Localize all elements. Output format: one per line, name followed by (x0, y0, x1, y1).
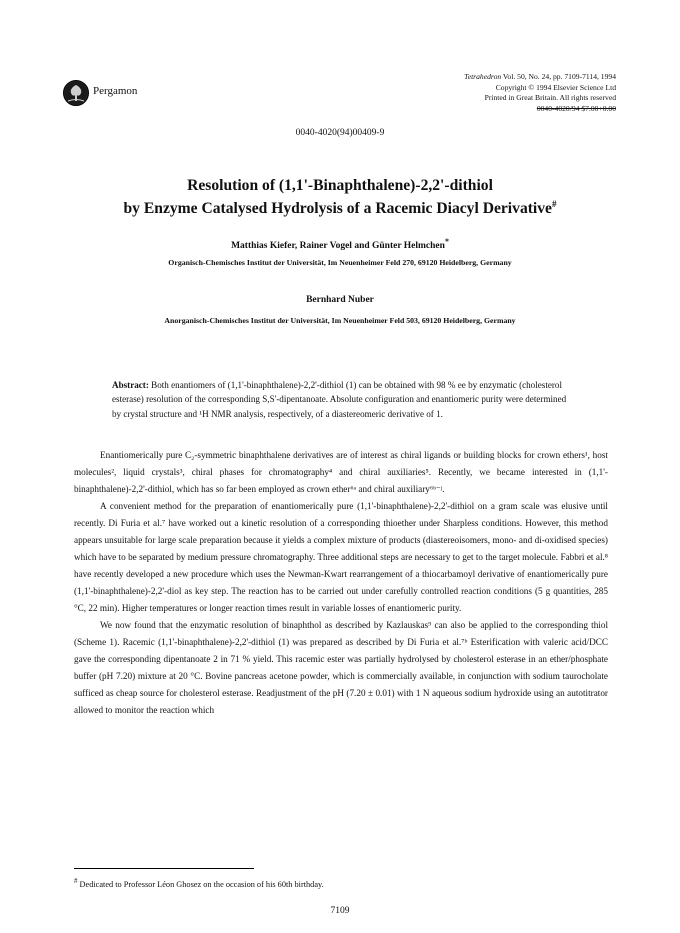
footnote-divider (74, 868, 254, 869)
corresponding-author-mark: * (444, 237, 449, 246)
footnote-text: Dedicated to Professor Léon Ghosez on the occasion of his 60th birthday. (77, 879, 324, 889)
journal-info (356, 72, 616, 114)
author-list-2: Bernhard Nuber (306, 295, 374, 305)
publisher-name: Pergamon (93, 85, 138, 97)
paragraph-1: Enantiomerically pure C₂-symmetric binaphthalene derivatives are of interest as chiral ligands or building blocks for crown ethers¹, host molecules², liquid crystals³, chiral phases for chromatography⁴ and chiral auxiliaries⁵. Recently, we became interested in (1,1'-binaphthalene)-2,2'-dithiol, which has so far been employed as crown ether⁶ᵃ and chiral auxiliary⁶ᵇ⁻ʲ. (74, 450, 608, 494)
doi: 0040-4020(94)00409-9 (295, 128, 385, 138)
paragraph-2: A convenient method for the preparation of enantiomerically pure (1,1'-binaphthalene)-2,2'-dithiol on a gram scale was elusive until recently. Di Furia et al.⁷ have worked out a kinetic resolution of a corresponding thioether under Sharpless conditions. However, this method appears unsuitable for large scale preparation because it yields a complex mixture of products (diastereoisomers, mono- and di-oxidised species) which have to be separated by medium pressure chromatography. Three additional steps are necessary to get to the target molecule. Fabbri et al.⁸ have recently developed a new procedure which uses the Newman-Kwart rearrangement of a thiocarbamoyl derivative of enantiomerically pure (1,1'-binaphthalene)-2,2'-diol as key step. The reaction has to be carried out under carefully controlled reaction conditions (5 g quantities, 285 °C, 22 min). Higher temperatures or longer reaction times result in variable losses of enantiomeric purity. (74, 501, 608, 613)
abstract-text: Both enantiomers of (1,1'-binaphthalene)-2,2'-dithiol (1) can be obtained with 98 % ee by enzymatic (cholesterol esterase) resolution of the corresponding S,S'-dipentanoate. Absolute configuration and enantiomeric purity were determined by crystal structure and ¹H NMR analysis, respectively, of a diastereomeric derivative of 1. (112, 380, 567, 419)
journal-name: Tetrahedron (464, 72, 502, 81)
paragraph-3: We now found that the enzymatic resolution of binaphthol as described by Kazlauskas⁹ can also be applied to the corresponding thiol (Scheme 1). Racemic (1,1'-binaphthalene)-2,2'-dithiol (1) was prepared as described by Di Furia et al.⁷ᵇ Esterification with valeric acid/DCC gave the corresponding dipentanoate 2 in 71 % yield. This racemic ester was partially hydrolysed by cholesterol esterase in an ether/phosphate buffer (pH 7.20) mixture at 20 °C. Bovine pancreas acetone powder, which is commercially available, in conjunction with sodium taurocholate sufficed as cheap source for cholesterol esterase. Readjustment of the pH (7.20 ± 0.01) with 1 N aqueous sodium hydroxide using an autotitrator allowed to monitor the reaction which (74, 620, 608, 715)
footnote-mark: # (74, 878, 78, 885)
author-list-1 (0, 237, 680, 251)
issn-price: 0040-4020/94 $7.00+0.00 (536, 103, 616, 113)
tree-icon (64, 81, 88, 105)
page-number: 7109 (330, 906, 350, 916)
printed-notice: Printed in Great Britain. All rights reserved (484, 93, 616, 102)
abstract (112, 378, 572, 421)
copyright: Copyright © 1994 Elsevier Science Ltd (495, 82, 616, 92)
affiliation-2: Anorganisch-Chemisches Institut der Universität, Im Neuenheimer Feld 503, 69120 Heidelberg, Germany (164, 316, 516, 325)
body-text (74, 447, 608, 719)
title-dedication-mark: # (551, 199, 557, 209)
journal-volume: Vol. 50, No. 24, pp. 7109-7114, 1994 (501, 72, 616, 81)
title-line-2: by Enzyme Catalysed Hydrolysis of a Racemic Diacyl Derivative (123, 200, 552, 218)
abstract-label: Abstract: (112, 380, 149, 390)
publisher-logo (63, 80, 89, 106)
affiliation-1: Organisch-Chemisches Institut der Universität, Im Neuenheimer Feld 270, 69120 Heidelberg, Germany (168, 258, 512, 267)
authors-names-1: Matthias Kiefer, Rainer Vogel and Günter Helmchen (231, 241, 445, 252)
title-line-1: Resolution of (1,1'-Binaphthalene)-2,2'-dithiol (187, 177, 493, 194)
paper-title (40, 176, 640, 218)
footnote (74, 878, 324, 889)
